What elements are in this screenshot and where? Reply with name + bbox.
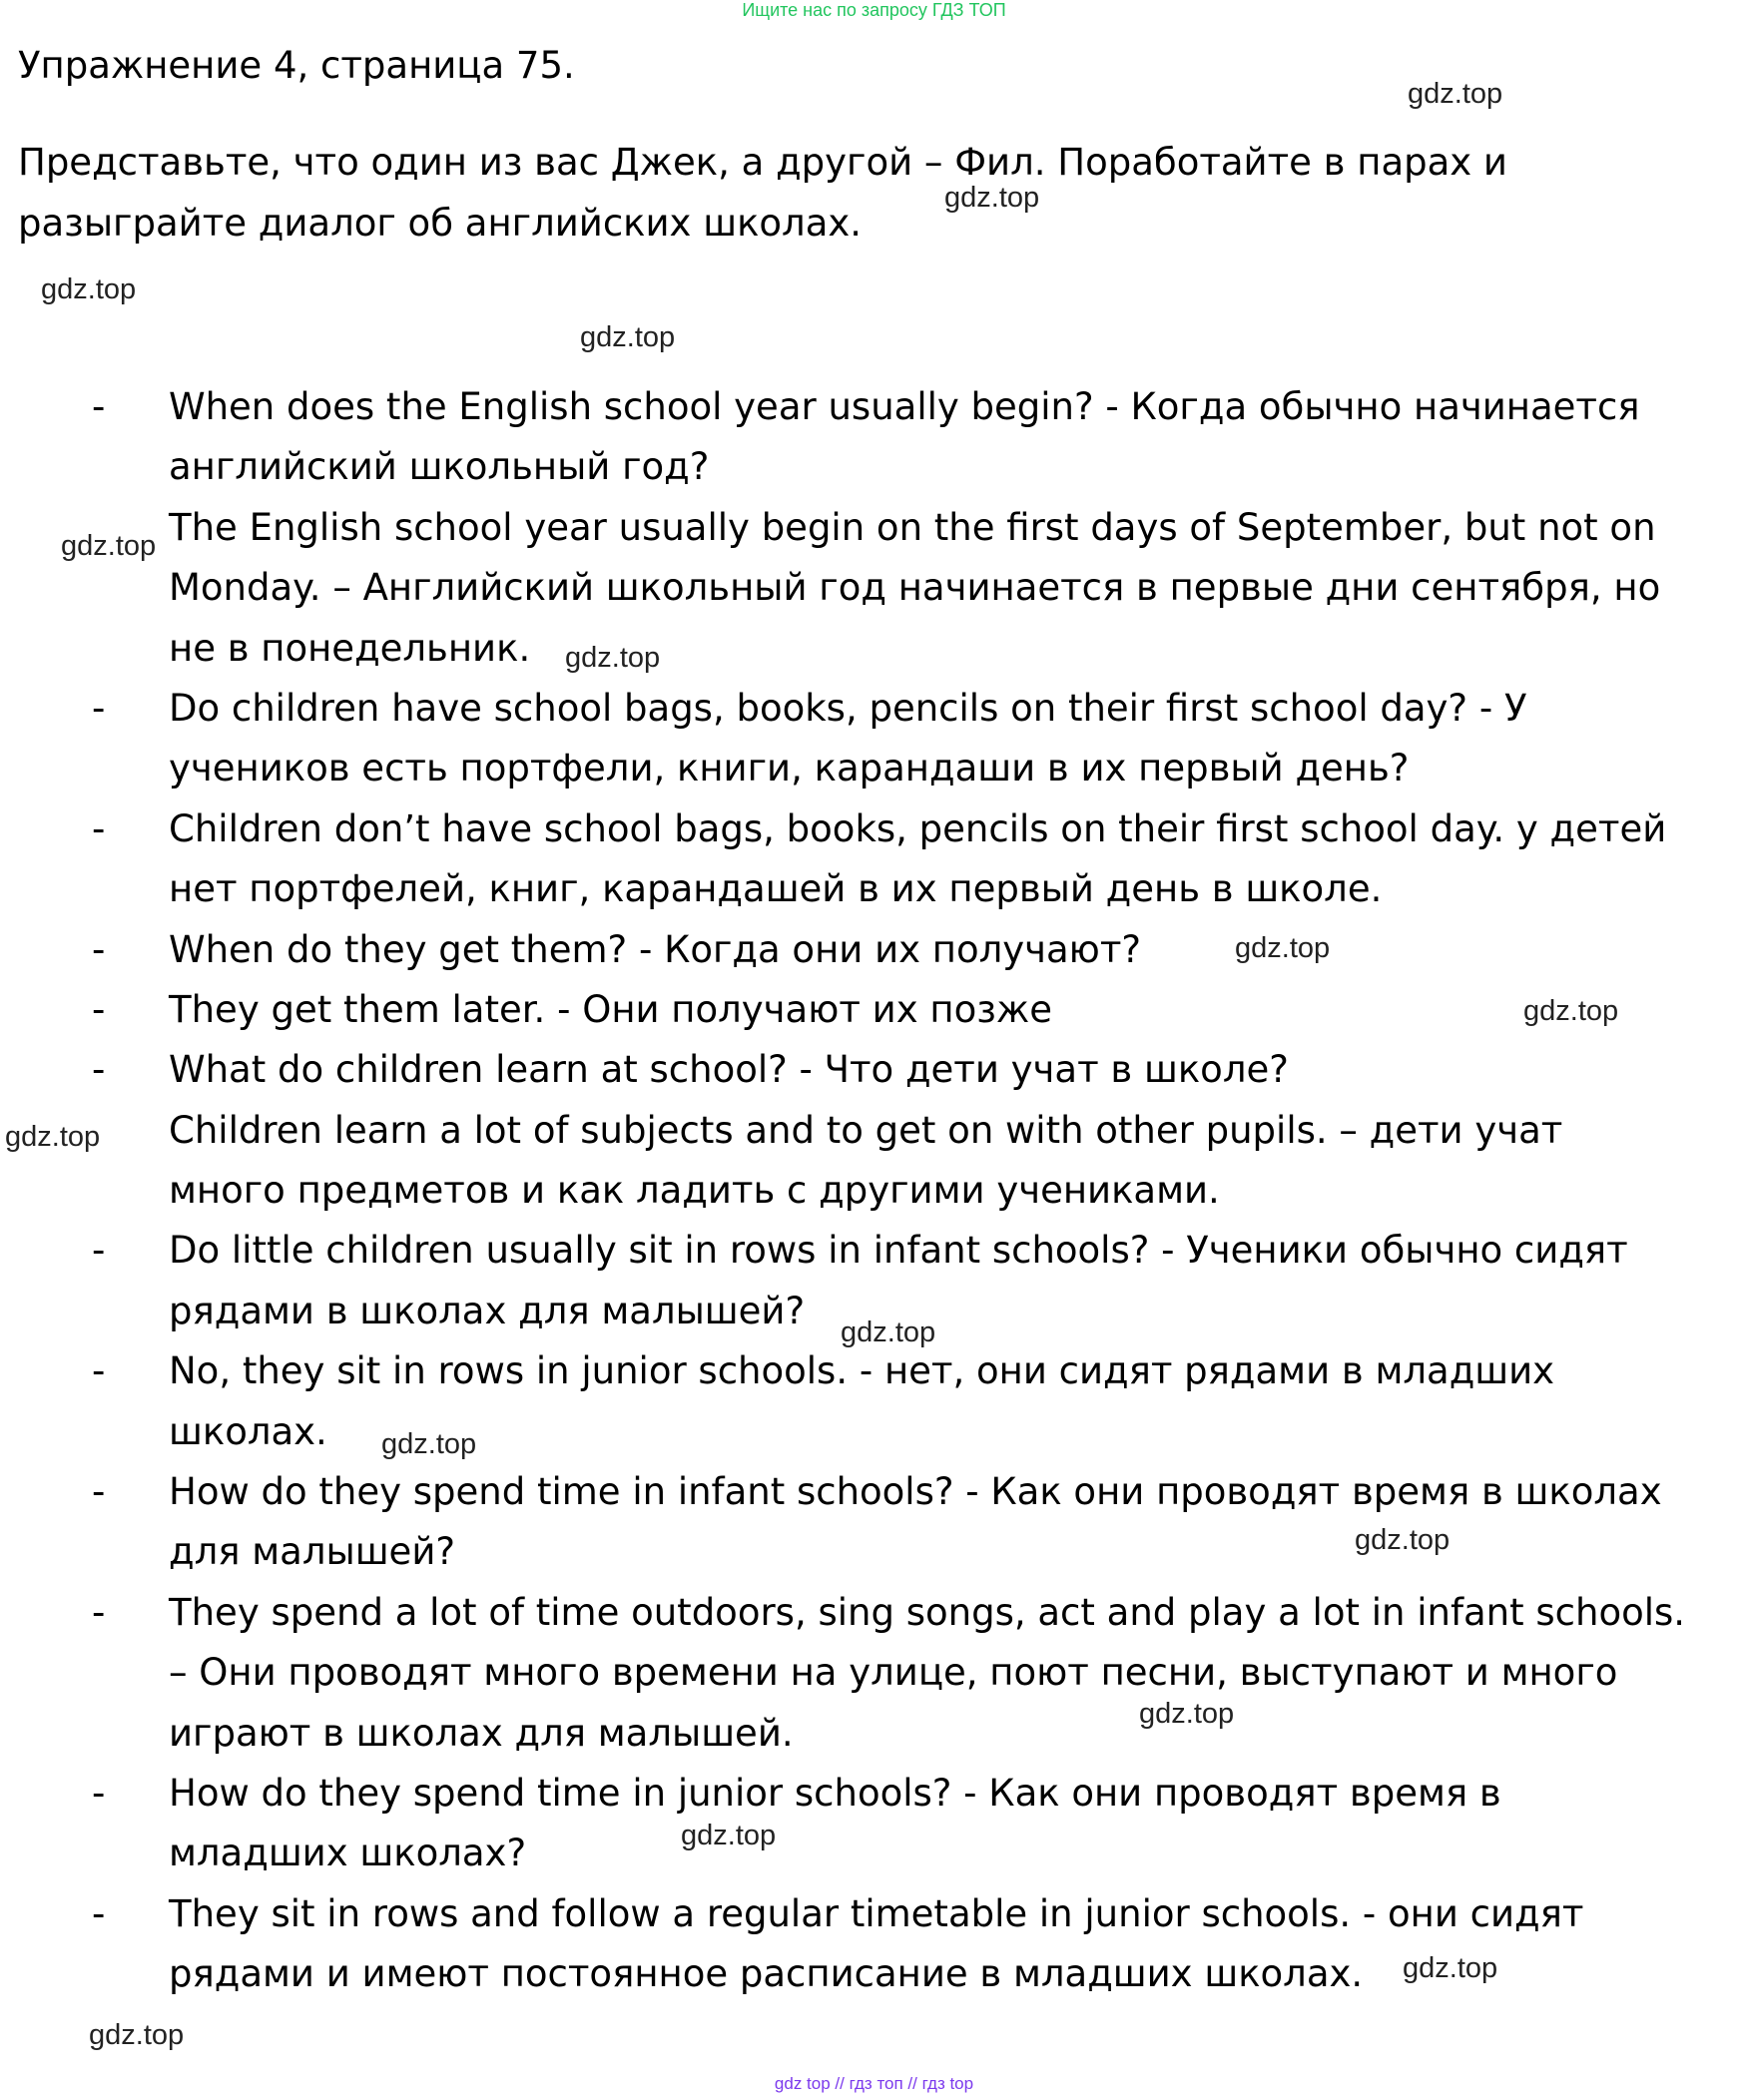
watermark: gdz.top bbox=[841, 1316, 936, 1348]
task-instructions bbox=[18, 132, 1515, 254]
dialog-line bbox=[0, 1643, 1748, 1703]
dialog-text: They sit in rows and follow a regular timetable in junior schools. - они сидят bbox=[169, 1891, 1584, 1935]
dialog-line bbox=[0, 558, 1748, 618]
watermark: gdz.top bbox=[89, 2019, 185, 2051]
dialog-text: Children learn a lot of subjects and to get on with other pupils. – дети учат bbox=[169, 1108, 1563, 1152]
watermark: gdz.top bbox=[944, 182, 1040, 214]
list-dash: - bbox=[92, 927, 106, 971]
dialog-text: When does the English school year usually begin? - Когда обычно начинается bbox=[169, 385, 1640, 428]
dialog-list bbox=[0, 377, 1748, 2005]
dialog-text: Do little children usually sit in rows in infant schools? - Ученики обычно сидят bbox=[169, 1229, 1628, 1273]
dialog-text: When do they get them? - Когда они их получают? bbox=[169, 927, 1142, 971]
dialog-text: играют в школах для малышей. bbox=[169, 1711, 794, 1755]
dialog-text: не в понедельник. bbox=[169, 626, 531, 670]
list-dash: - bbox=[92, 1891, 106, 1935]
list-dash: - bbox=[92, 1470, 106, 1514]
list-dash: - bbox=[92, 1048, 106, 1092]
instruction-line: Представьте, что один из вас Джек, а другой – Фил. Поработайте в парах и bbox=[18, 141, 1507, 184]
dialog-line bbox=[0, 1824, 1748, 1883]
dialog-text: учеников есть портфели, книги, карандаши в их первый день? bbox=[169, 747, 1410, 790]
watermark: gdz.top bbox=[1403, 1952, 1498, 1984]
dialog-line bbox=[0, 859, 1748, 919]
dialog-text: младших школах? bbox=[169, 1832, 527, 1875]
dialog-line bbox=[0, 679, 1748, 739]
watermark: gdz.top bbox=[41, 273, 137, 305]
footer-links[interactable]: gdz top // гдз топ // гдз top bbox=[774, 2074, 974, 2093]
dialog-text: The English school year usually begin on the first days of September, but not on bbox=[169, 505, 1656, 549]
list-dash: - bbox=[92, 1229, 106, 1273]
dialog-line bbox=[0, 1704, 1748, 1764]
dialog-text: Do children have school bags, books, pencils on their first school day? - У bbox=[169, 686, 1527, 730]
dialog-line bbox=[0, 1402, 1748, 1462]
dialog-line bbox=[0, 1764, 1748, 1824]
dialog-line bbox=[0, 799, 1748, 859]
dialog-line bbox=[0, 980, 1748, 1040]
dialog-line bbox=[0, 437, 1748, 497]
dialog-text: No, they sit in rows in junior schools. - нет, они сидят рядами в младших bbox=[169, 1349, 1555, 1393]
list-dash: - bbox=[92, 1590, 106, 1634]
watermark: gdz.top bbox=[580, 321, 676, 353]
top-banner-link[interactable]: Ищите нас по запросу ГДЗ ТОП bbox=[742, 0, 1006, 20]
instruction-line: разыграйте диалог об английских школах. bbox=[18, 202, 863, 245]
dialog-text: нет портфелей, книг, карандашей в их первый день в школе. bbox=[169, 867, 1383, 911]
dialog-line bbox=[0, 920, 1748, 980]
dialog-text: много предметов и как ладить с другими учениками. bbox=[169, 1169, 1220, 1213]
dialog-line bbox=[0, 1522, 1748, 1582]
dialog-text: для малышей? bbox=[169, 1530, 456, 1574]
dialog-line bbox=[0, 1884, 1748, 1944]
watermark: gdz.top bbox=[1523, 995, 1619, 1027]
watermark: gdz.top bbox=[1139, 1698, 1235, 1730]
dialog-text: Children don’t have school bags, books, pencils on their first school day. у детей bbox=[169, 806, 1667, 850]
dialog-line bbox=[0, 1040, 1748, 1100]
dialog-text: английский школьный год? bbox=[169, 445, 710, 489]
dialog-text: рядами в школах для малышей? bbox=[169, 1289, 806, 1332]
list-dash: - bbox=[92, 987, 106, 1031]
list-dash: - bbox=[92, 686, 106, 730]
dialog-text: They get them later. - Они получают их позже bbox=[169, 987, 1052, 1031]
dialog-line bbox=[0, 1161, 1748, 1221]
dialog-line bbox=[0, 739, 1748, 798]
dialog-line bbox=[0, 1221, 1748, 1281]
dialog-line bbox=[0, 619, 1748, 679]
watermark: gdz.top bbox=[565, 642, 661, 674]
dialog-line bbox=[0, 1101, 1748, 1161]
watermark: gdz.top bbox=[1235, 932, 1331, 964]
watermark: gdz.top bbox=[1355, 1524, 1451, 1556]
page-title: Упражнение 4, страница 75. bbox=[18, 44, 575, 87]
dialog-text: Monday. – Английский школьный год начинается в первые дни сентября, но bbox=[169, 566, 1661, 610]
dialog-line bbox=[0, 1583, 1748, 1643]
dialog-text: школах. bbox=[169, 1409, 327, 1453]
dialog-text: How do they spend time in infant schools? - Как они проводят время в школах bbox=[169, 1470, 1662, 1514]
list-dash: - bbox=[92, 1349, 106, 1393]
watermark: gdz.top bbox=[381, 1428, 477, 1460]
dialog-text: What do children learn at school? - Что дети учат в школе? bbox=[169, 1048, 1289, 1092]
list-dash: - bbox=[92, 1771, 106, 1815]
dialog-line bbox=[0, 498, 1748, 558]
dialog-text: How do they spend time in junior schools? - Как они проводят время в bbox=[169, 1771, 1501, 1815]
list-dash: - bbox=[92, 385, 106, 428]
dialog-text: They spend a lot of time outdoors, sing songs, act and play a lot in infant schools. bbox=[169, 1590, 1686, 1634]
dialog-line bbox=[0, 377, 1748, 437]
watermark: gdz.top bbox=[681, 1820, 777, 1851]
watermark: gdz.top bbox=[5, 1121, 101, 1153]
dialog-line bbox=[0, 1462, 1748, 1522]
list-dash: - bbox=[92, 806, 106, 850]
watermark: gdz.top bbox=[1408, 78, 1503, 110]
dialog-text: рядами и имеют постоянное расписание в младших школах. bbox=[169, 1952, 1364, 1996]
dialog-text: – Они проводят много времени на улице, поют песни, выступают и много bbox=[169, 1651, 1618, 1695]
watermark: gdz.top bbox=[61, 530, 157, 562]
dialog-line bbox=[0, 1341, 1748, 1401]
